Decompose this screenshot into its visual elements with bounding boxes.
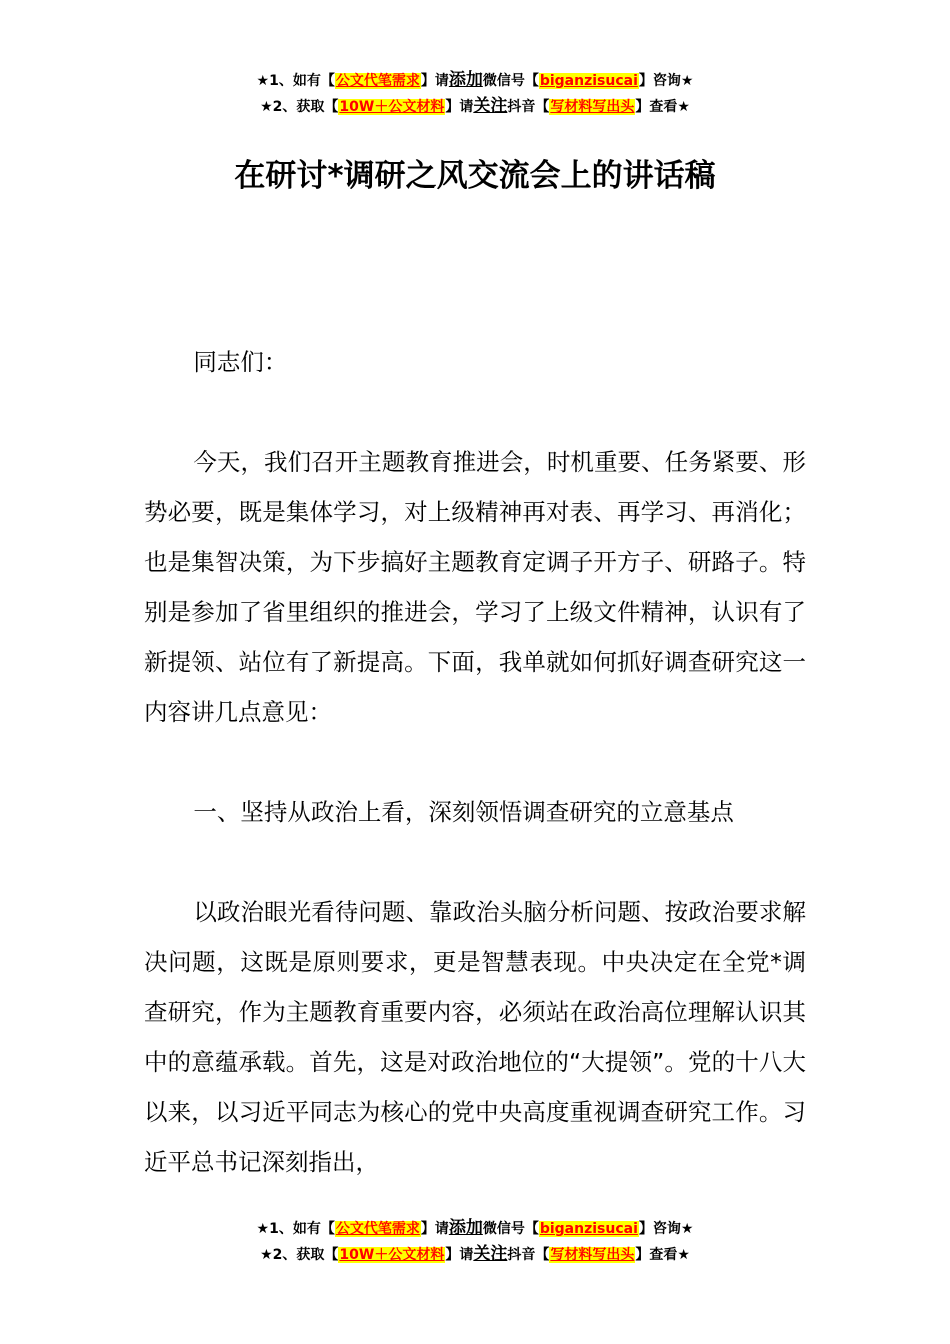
banner-text: 】请 — [445, 99, 474, 115]
banner-text: ★1、如有【 — [256, 1221, 335, 1237]
banner-text: 】请 — [420, 73, 449, 89]
banner-text: 】请 — [445, 1247, 474, 1263]
banner-highlight: 写材料写出头 — [550, 99, 635, 115]
banner-text: ★2、获取【 — [260, 99, 339, 115]
banner-text: ★1、如有【 — [256, 73, 335, 89]
banner-line-2 — [0, 1242, 950, 1268]
banner-emphasis: 添加 — [448, 70, 483, 90]
document-title: 在研讨*调研之风交流会上的讲话稿 — [234, 158, 716, 194]
banner-highlight: biganzisucai — [539, 1221, 638, 1237]
banner-emphasis: 关注 — [473, 1244, 508, 1264]
banner-highlight: 公文代笔需求 — [335, 1221, 420, 1237]
banner-text: 】请 — [420, 1221, 449, 1237]
banner-line-2 — [0, 94, 950, 120]
banner-highlight: biganzisucai — [539, 73, 638, 89]
banner-highlight: 10W＋公文材料 — [339, 99, 445, 115]
footer-banner — [0, 1216, 950, 1268]
banner-text: 微信号【 — [482, 1221, 539, 1237]
banner-text: 抖音【 — [507, 1247, 550, 1263]
banner-text: 】咨询★ — [638, 1221, 694, 1237]
document-body — [144, 337, 806, 1187]
banner-line-1 — [0, 1216, 950, 1242]
banner-line-1 — [0, 68, 950, 94]
section-heading: 一、坚持从政治上看，深刻领悟调查研究的立意基点 — [193, 798, 734, 826]
banner-text: 微信号【 — [482, 73, 539, 89]
banner-highlight: 公文代笔需求 — [335, 73, 420, 89]
banner-emphasis: 添加 — [448, 1218, 483, 1238]
banner-text: 抖音【 — [507, 99, 550, 115]
salutation: 同志们： — [193, 348, 288, 376]
banner-emphasis: 关注 — [473, 96, 508, 116]
paragraph: 今天，我们召开主题教育推进会，时机重要、任务紧要、形势必要，既是集体学习，对上级精神再对表、再学习、再消化；也是集智决策，为下步搞好主题教育定调子开方子、研路子。特别是参加了省里组织的推进会，学习了上级文件精神，认识有了新提领、站位有了新提高。下面，我单就如何抓好调查研究这一内容讲几点意见： — [144, 448, 806, 726]
banner-highlight: 写材料写出头 — [550, 1247, 635, 1263]
banner-highlight: 10W＋公文材料 — [339, 1247, 445, 1263]
banner-text: 】查看★ — [635, 99, 690, 115]
header-banner — [0, 68, 950, 120]
banner-text: 】咨询★ — [638, 73, 694, 89]
banner-text: 】查看★ — [635, 1247, 690, 1263]
banner-text: ★2、获取【 — [260, 1247, 339, 1263]
paragraph: 以政治眼光看待问题、靠政治头脑分析问题、按政治要求解决问题，这既是原则要求，更是智慧表现。中央决定在全党*调查研究，作为主题教育重要内容，必须站在政治高位理解认识其中的意蕴承载。首先，这是对政治地位的“大提领”。党的十八大以来，以习近平同志为核心的党中央高度重视调查研究工作。习近平总书记深刻指出， — [144, 898, 806, 1176]
